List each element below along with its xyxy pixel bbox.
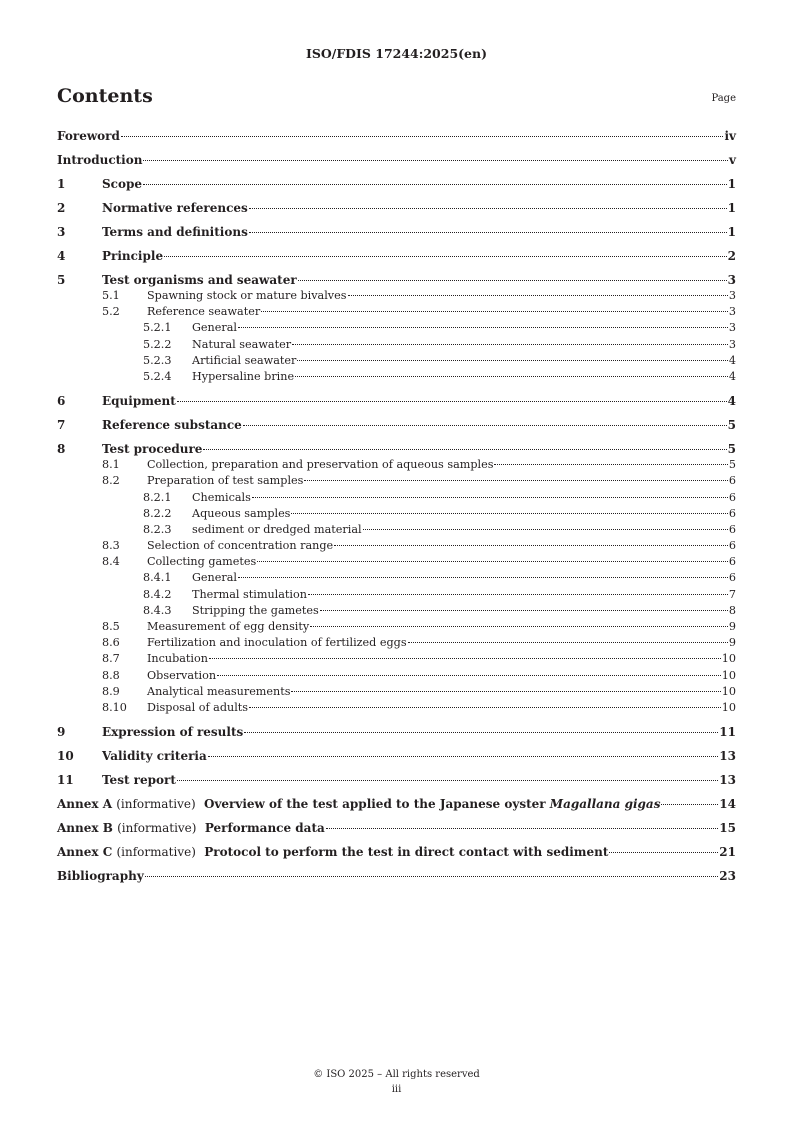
toc-entry-title: General [192,321,237,335]
toc-entry-page: 6 [728,490,736,504]
dot-leader [243,425,727,426]
toc-entry[interactable] [57,320,736,336]
toc-entry-page: 21 [719,845,736,860]
page-footer [0,1067,793,1097]
toc-entry[interactable] [57,288,736,304]
toc-entry-title: Fertilization and inoculation of fertilized eggs [147,636,407,650]
toc-entry-title: Disposal of adults [147,700,249,714]
dot-leader [334,545,728,546]
dot-leader [363,529,728,530]
toc-entry-page: 9 [728,620,736,633]
toc-entry-title: Hypersaline brine [192,369,295,383]
dot-leader [291,691,720,692]
toc-entry-page: 14 [719,797,736,812]
toc-entry-page: 5 [728,458,736,472]
annex-title: Performance data [204,821,325,836]
annex-label: Annex C [57,845,113,860]
annex-type: (informative) [117,821,197,836]
copyright-notice: © ISO 2025 – All rights reserved [313,1069,480,1080]
dot-leader [494,464,727,465]
toc-entry-title: Test organisms and seawater [102,273,297,287]
toc-entry-title: Chemicals [192,490,251,504]
dot-leader [244,732,718,733]
toc-entry-number: 8.6 [102,636,120,650]
toc-entry-page: 6 [728,555,736,569]
dot-leader [348,295,728,296]
toc-entry[interactable] [57,700,736,716]
toc-entry-page: 1 [727,177,736,191]
toc-entry-title: Normative references [102,201,248,215]
toc-entry-page: 9 [728,636,736,650]
contents-title: Contents [57,85,153,107]
toc-entry[interactable] [57,619,736,635]
toc-entry[interactable] [57,522,736,538]
toc-entry[interactable] [57,506,736,522]
toc-entry[interactable] [57,393,736,409]
toc-entry-title [57,796,660,812]
toc-entry-page: 15 [719,821,736,836]
dot-leader [249,707,721,708]
toc-entry-number: 8.2.2 [143,506,172,520]
toc-entry[interactable] [57,772,736,788]
annex-type: (informative) [116,845,196,860]
toc-entry-page: 10 [721,668,736,682]
toc-entry[interactable] [57,272,736,288]
toc-entry-title: Reference seawater [147,305,261,319]
toc-entry[interactable] [57,684,736,700]
toc-entry-number: 8 [57,442,66,457]
dot-leader [261,311,728,312]
toc-entry-number: 8.5 [102,620,120,633]
toc-entry[interactable] [57,152,736,168]
dot-leader [145,876,719,877]
toc-entry[interactable] [57,200,736,216]
annex-label: Annex A [57,797,113,812]
toc-entry-number: 9 [57,725,66,740]
annex-title-italic: Magallana gigas [549,797,661,812]
toc-entry-number: 8.7 [102,652,120,666]
toc-entry-number: 8.8 [102,668,120,682]
dot-leader [320,610,728,611]
toc-entry-number: 5.1 [102,289,120,302]
toc-entry-title: Observation [147,668,217,682]
toc-entry-page: 3 [728,289,736,302]
dot-leader [609,852,718,853]
toc-entry-page: 8 [728,603,736,617]
dot-leader [298,280,727,281]
dot-leader [203,449,726,450]
toc-entry[interactable] [57,304,736,320]
toc-entry[interactable] [57,587,736,603]
toc-entry-number: 8.3 [102,539,120,553]
toc-entry-title: Spawning stock or mature bivalves [147,289,347,302]
toc-entry-title: Test report [102,773,176,788]
dot-leader [297,360,728,361]
dot-leader [661,804,718,805]
dot-leader [238,327,728,328]
toc-entry-title: Stripping the gametes [192,603,319,617]
toc-entry-number: 8.9 [102,684,120,698]
page-number: iii [391,1084,402,1095]
toc-entry-title: Selection of concentration range [147,539,334,553]
toc-entry-page: 4 [728,353,736,367]
toc-entry[interactable] [57,554,736,570]
annex-type: (informative) [116,797,196,812]
toc-entry-page: 10 [721,652,736,666]
toc-entry-page: 13 [719,773,736,788]
toc-entry-title: Natural seawater [192,337,292,351]
toc-entry-page: v [729,153,736,167]
toc-entry-number: 11 [57,773,74,788]
toc-entry-page: 6 [728,522,736,536]
toc-entry-page: 5 [727,418,736,433]
toc-entry-page: 3 [728,305,736,319]
toc-entry-page: 6 [728,506,736,520]
dot-leader [164,256,727,257]
toc-entry-title: Thermal stimulation [192,587,307,601]
dot-leader [238,577,728,578]
toc-entry-number: 8.4 [102,555,120,569]
dot-leader [310,626,728,627]
toc-entry-number: 8.2.1 [143,490,172,504]
toc-entry-page: 3 [728,321,736,335]
toc-entry-number: 3 [57,225,66,239]
toc-entry-page: 3 [728,337,736,351]
toc-entry-number: 5.2.3 [143,353,172,367]
dot-leader [209,658,721,659]
toc-entry-title: Analytical measurements [147,684,291,698]
toc-entry-page: 1 [727,201,736,215]
annex-label: Annex B [57,821,113,836]
toc-entry-number: 8.1 [102,458,120,472]
toc-entry-title: Collection, preparation and preservation of aqueous samples [147,458,494,472]
toc-entry-title [57,820,325,836]
dot-leader [143,160,728,161]
toc-entry-title: General [192,571,237,585]
toc-entry-page: 10 [721,684,736,698]
toc-entry-title: Validity criteria [102,749,207,764]
toc-entry-number: 5.2.4 [143,369,172,383]
toc-entry[interactable] [57,417,736,433]
dot-leader [249,232,727,233]
dot-leader [295,376,728,377]
toc-entry-number: 5.2 [102,305,120,319]
toc-entry-title: Foreword [57,129,120,143]
toc-entry-number: 2 [57,201,66,215]
toc-entry[interactable] [57,490,736,506]
toc-entry[interactable] [57,353,736,369]
toc-entry[interactable] [57,820,736,836]
toc-entry-title: Artificial seawater [192,353,297,367]
dot-leader [177,780,718,781]
toc-entry-title: Preparation of test samples [147,474,304,488]
toc-entry[interactable] [57,570,736,586]
toc-entry-page: 4 [727,394,736,409]
toc-entry-number: 8.2.3 [143,522,172,536]
toc-entry-number: 8.4.1 [143,571,172,585]
toc-entry[interactable] [57,473,736,489]
toc-entry[interactable] [57,844,736,860]
toc-entry-title: Terms and definitions [102,225,248,239]
dot-leader [177,401,727,402]
dot-leader [217,675,721,676]
toc-entry[interactable] [57,441,736,457]
dot-leader [408,642,728,643]
dot-leader [308,594,728,595]
toc-entry-page: 5 [727,442,736,457]
toc-entry-title: Collecting gametes [147,555,257,569]
toc-entry-number: 8.2 [102,474,120,488]
toc-entry-title: Incubation [147,652,208,666]
toc-entry-page: 1 [727,225,736,239]
toc-entry-title: Scope [102,177,143,191]
toc-entry-title: Aqueous samples [192,506,291,520]
toc-entry-number: 5.2.1 [143,321,172,335]
toc-entry-title: Reference substance [102,418,242,433]
toc-entry[interactable] [57,176,736,192]
toc-entry[interactable] [57,868,736,884]
dot-leader [249,208,727,209]
toc-entry-page: 2 [727,249,736,263]
dot-leader [143,184,727,185]
page-column-label: Page [711,93,736,104]
toc-entry-number: 4 [57,249,66,263]
toc-entry-number: 5.2.2 [143,337,172,351]
toc-entry-page: 4 [728,369,736,383]
toc-entry-number: 5 [57,273,66,287]
toc-entry[interactable] [57,603,736,619]
toc-entry-page: 3 [727,273,736,287]
toc-entry[interactable] [57,651,736,667]
toc-entry-number: 8.4.2 [143,587,172,601]
dot-leader [121,136,724,137]
annex-title: Protocol to perform the test in direct contact with sediment [204,845,609,860]
toc-entry[interactable] [57,224,736,240]
dot-leader [304,480,727,481]
dot-leader [326,828,719,829]
toc-entry-title: Introduction [57,153,143,167]
toc-entry-number: 7 [57,418,66,433]
toc-entry[interactable] [57,128,736,144]
toc-entry-title [57,844,608,860]
toc-entry-page: 6 [728,474,736,488]
toc-entry-title: Expression of results [102,725,244,740]
toc-entry-page: 6 [728,539,736,553]
toc-entry-title: sediment or dredged material [192,522,362,536]
toc-entry-title: Principle [102,249,164,263]
annex-title: Overview of the test applied to the Japanese oyster [204,797,550,812]
dot-leader [257,561,728,562]
toc-entry-page: 6 [728,571,736,585]
toc-entry-page: iv [724,129,736,143]
toc-entry[interactable] [57,748,736,764]
dot-leader [292,344,728,345]
toc-entry-title: Equipment [102,394,176,409]
toc-entry-title: Bibliography [57,869,144,884]
toc-entry-title: Test procedure [102,442,203,457]
toc-entry-page: 7 [728,587,736,601]
toc-entry[interactable] [57,248,736,264]
table-of-contents [57,128,736,884]
toc-entry[interactable] [57,457,736,473]
toc-entry-title: Measurement of egg density [147,620,310,633]
toc-entry[interactable] [57,635,736,651]
toc-entry-page: 11 [719,725,736,740]
toc-entry[interactable] [57,337,736,353]
toc-entry-number: 1 [57,177,66,191]
toc-entry-number: 10 [57,749,74,764]
toc-entry[interactable] [57,796,736,812]
toc-entry-page: 23 [719,869,736,884]
toc-entry[interactable] [57,668,736,684]
toc-entry[interactable] [57,538,736,554]
toc-entry-page: 10 [721,700,736,714]
toc-entry[interactable] [57,369,736,385]
dot-leader [208,756,719,757]
document-id-header: ISO/FDIS 17244:2025(en) [305,46,488,61]
toc-entry-number: 8.10 [102,700,127,714]
toc-entry-page: 13 [719,749,736,764]
toc-entry-number: 8.4.3 [143,603,172,617]
toc-entry[interactable] [57,724,736,740]
dot-leader [291,513,727,514]
toc-entry-number: 6 [57,394,66,409]
dot-leader [252,497,728,498]
